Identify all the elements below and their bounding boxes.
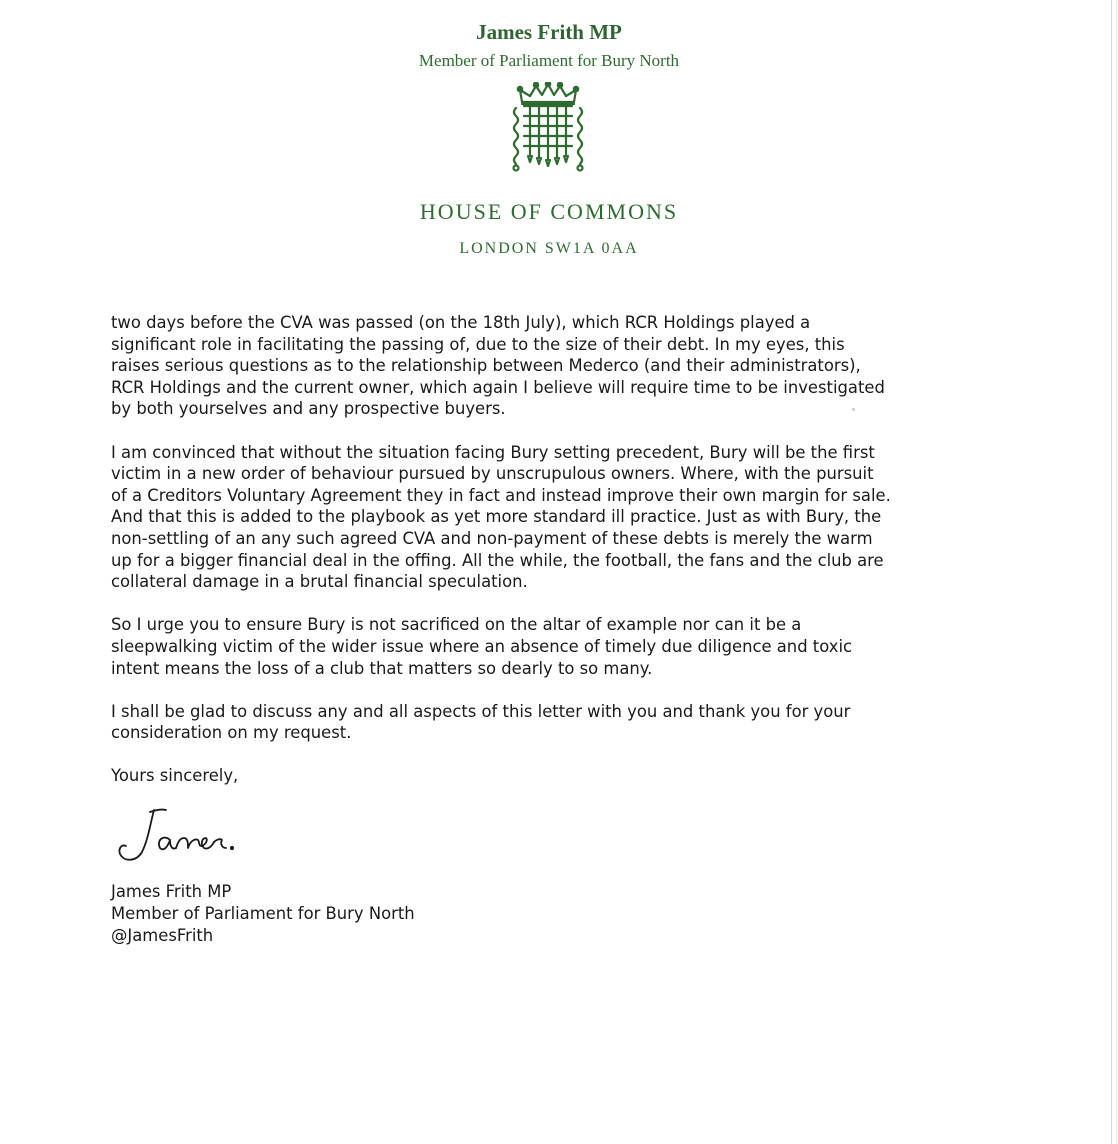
letterhead-name: James Frith MP [476,20,622,44]
sign-off-title: Member of Parliament for Bury North [111,904,415,923]
letterhead-address: LONDON SW1A 0AA [459,240,639,257]
letter-body [111,312,991,787]
sign-off-block [111,881,415,947]
body-paragraph: two days before the CVA was passed (on the 18th July), which RCR Holdings played a significant role in facilitating the passing of, due to the size of their debt. In my eyes, this raises serious questions as to the relationship between Mederco (and their administrators), RCR Holdings and the current owner, which again I believe will require time to be investigated by both yourselves and any prospective buyers. [111,313,885,419]
sign-off-name: James Frith MP [111,882,232,901]
body-paragraph: So I urge you to ensure Bury is not sacrificed on the altar of example nor can it be a sleepwalking victim of the wider issue where an absence of timely due diligence and toxic intent means the loss of a club that matters so dearly to so many. [111,615,853,678]
page-edge [1111,0,1112,1144]
handwritten-signature [110,800,250,870]
letterhead-subtitle: Member of Parliament for Bury North [418,51,680,70]
body-paragraph: I shall be glad to discuss any and all aspects of this letter with you and thank you for your consideration on my request. [111,701,851,743]
letterhead-house: HOUSE OF COMMONS [419,199,679,224]
page-edge-outer [1116,0,1117,1144]
portcullis-crest-icon [502,82,594,174]
sign-off-handle: @JamesFrith [111,926,214,945]
body-paragraph: I am convinced that without the situation facing Bury setting precedent, Bury will be the first victim in a new order of behaviour pursued by unscrupulous owners. Where, with the pursuit of a Creditors Voluntary Agreement they in fact and instead improve their own margin for sale. And that this is added to the playbook as yet more standard ill practice. Just as with Bury, the non-settling of an any such agreed CVA and non-payment of these debts is merely the warm up for a bigger financial deal in the offing. All the while, the football, the fans and the club are collateral damage in a brutal financial speculation. [111,442,891,592]
closing-salutation: Yours sincerely, [111,766,239,786]
